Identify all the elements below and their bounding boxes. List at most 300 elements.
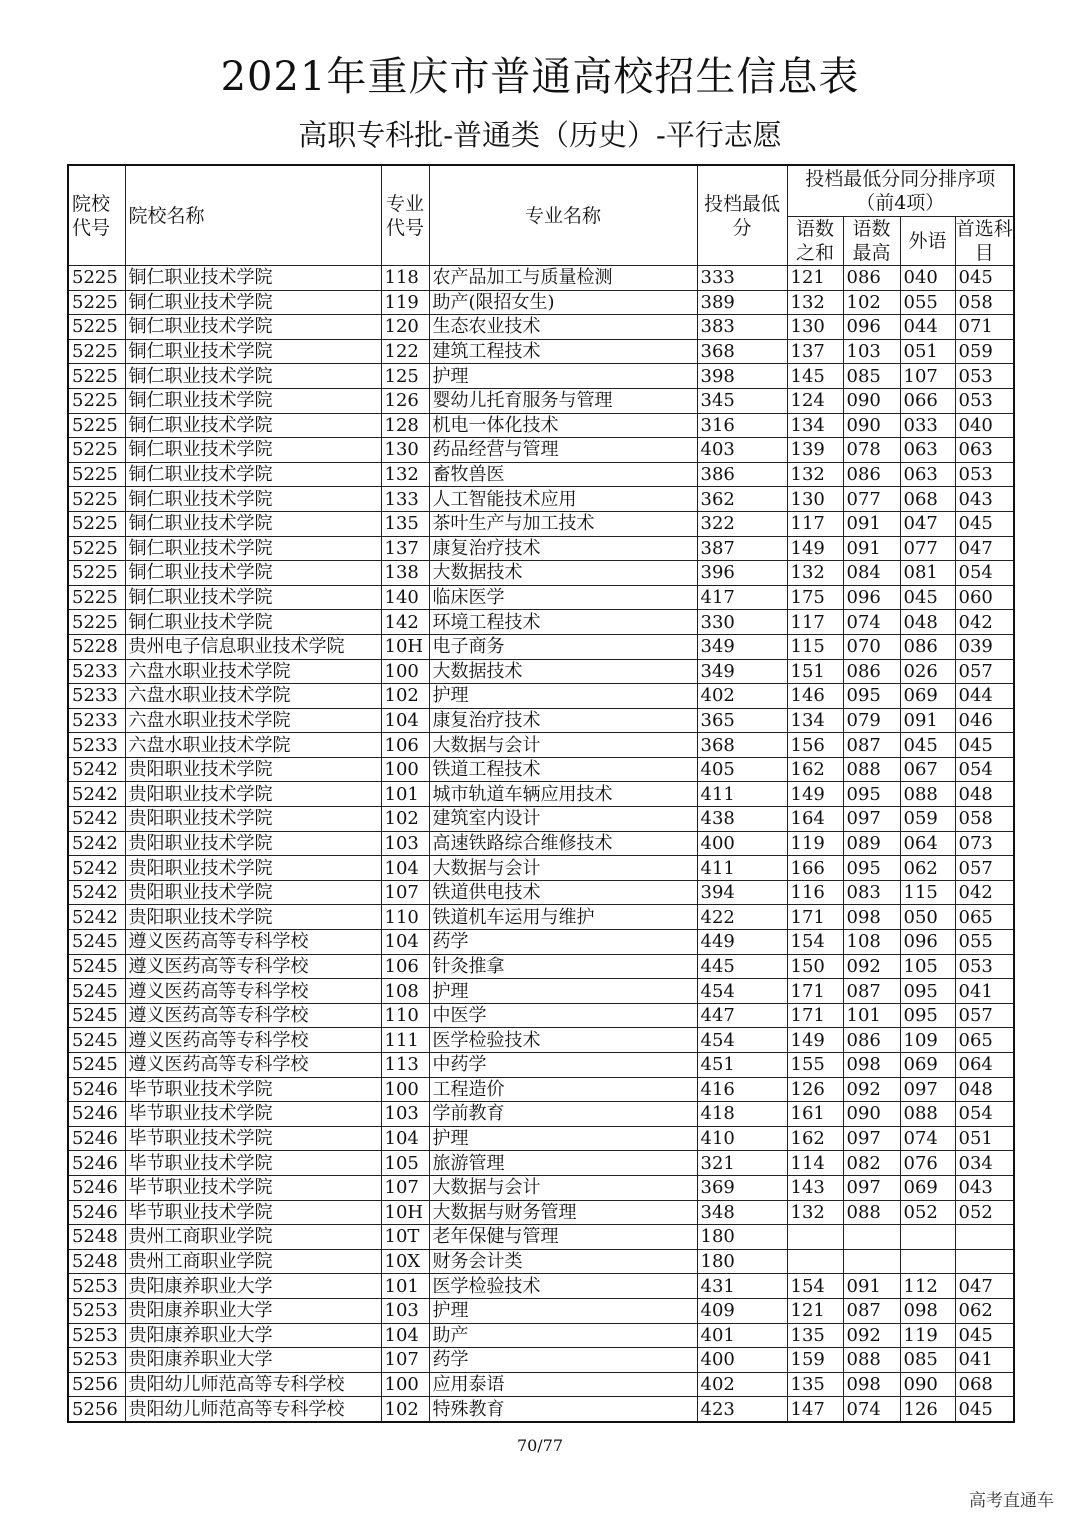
cell-chinese-math-sum: 114 — [787, 1151, 843, 1176]
cell-school-name: 铜仁职业技术学院 — [125, 536, 381, 561]
table-row — [68, 1200, 1014, 1225]
cell-major-code: 104 — [381, 708, 429, 733]
cell-chinese-math-max: 087 — [843, 733, 900, 758]
cell-major-code: 10H — [381, 1200, 429, 1225]
cell-major-name: 康复治疗技术 — [429, 708, 697, 733]
cell-school-name: 毕节职业技术学院 — [125, 1102, 381, 1127]
table-row — [68, 782, 1014, 807]
cell-major-name: 护理 — [429, 364, 697, 389]
cell-major-name: 旅游管理 — [429, 1151, 697, 1176]
cell-min-score: 333 — [697, 266, 787, 291]
cell-foreign-lang: 040 — [900, 266, 955, 291]
cell-chinese-math-sum: 139 — [787, 438, 843, 463]
cell-chinese-math-sum: 126 — [787, 1077, 843, 1102]
cell-min-score: 389 — [697, 290, 787, 315]
cell-min-score: 422 — [697, 905, 787, 930]
cell-first-subject: 054 — [955, 561, 1014, 586]
cell-min-score: 405 — [697, 757, 787, 782]
cell-school-code: 5246 — [68, 1077, 125, 1102]
cell-chinese-math-max: 078 — [843, 438, 900, 463]
cell-first-subject: 045 — [955, 266, 1014, 291]
table-row — [68, 930, 1014, 955]
cell-school-code: 5245 — [68, 930, 125, 955]
cell-major-code: 101 — [381, 1274, 429, 1299]
cell-chinese-math-max: 089 — [843, 831, 900, 856]
cell-major-code: 119 — [381, 290, 429, 315]
cell-chinese-math-max: 084 — [843, 561, 900, 586]
cell-major-name: 学前教育 — [429, 1102, 697, 1127]
cell-chinese-math-max: 103 — [843, 339, 900, 364]
cell-first-subject: 053 — [955, 388, 1014, 413]
cell-chinese-math-max: 091 — [843, 511, 900, 536]
cell-school-name: 贵阳职业技术学院 — [125, 880, 381, 905]
header-major-code: 专业代号 — [381, 165, 429, 266]
cell-foreign-lang — [900, 1249, 955, 1274]
cell-chinese-math-sum: 146 — [787, 684, 843, 709]
cell-major-code: 107 — [381, 1348, 429, 1373]
cell-school-name: 贵阳职业技术学院 — [125, 831, 381, 856]
cell-major-name: 茶叶生产与加工技术 — [429, 511, 697, 536]
cell-first-subject: 047 — [955, 1274, 1014, 1299]
cell-foreign-lang: 096 — [900, 930, 955, 955]
cell-major-code: 105 — [381, 1151, 429, 1176]
table-row — [68, 880, 1014, 905]
cell-major-code: 104 — [381, 1126, 429, 1151]
cell-school-name: 毕节职业技术学院 — [125, 1175, 381, 1200]
cell-major-name: 铁道工程技术 — [429, 757, 697, 782]
cell-chinese-math-sum: 132 — [787, 290, 843, 315]
cell-first-subject: 062 — [955, 1298, 1014, 1323]
table-row — [68, 1151, 1014, 1176]
cell-first-subject: 044 — [955, 684, 1014, 709]
cell-chinese-math-max: 091 — [843, 536, 900, 561]
cell-min-score: 418 — [697, 1102, 787, 1127]
cell-school-code: 5225 — [68, 462, 125, 487]
cell-chinese-math-sum: 143 — [787, 1175, 843, 1200]
cell-foreign-lang: 119 — [900, 1323, 955, 1348]
cell-major-code: 135 — [381, 511, 429, 536]
cell-foreign-lang: 026 — [900, 659, 955, 684]
cell-school-code: 5225 — [68, 610, 125, 635]
table-row — [68, 339, 1014, 364]
cell-school-code: 5225 — [68, 511, 125, 536]
cell-min-score: 451 — [697, 1053, 787, 1078]
cell-major-code: 104 — [381, 856, 429, 881]
table-row — [68, 634, 1014, 659]
cell-school-code: 5225 — [68, 266, 125, 291]
header-major-name: 专业名称 — [429, 165, 697, 266]
cell-foreign-lang: 115 — [900, 880, 955, 905]
cell-major-code: 130 — [381, 438, 429, 463]
cell-school-name: 六盘水职业技术学院 — [125, 733, 381, 758]
cell-first-subject: 073 — [955, 831, 1014, 856]
cell-chinese-math-sum: 124 — [787, 388, 843, 413]
cell-min-score: 368 — [697, 733, 787, 758]
cell-first-subject: 046 — [955, 708, 1014, 733]
table-row — [68, 462, 1014, 487]
page-title: 2021年重庆市普通高校招生信息表 — [220, 54, 860, 100]
cell-school-code: 5225 — [68, 364, 125, 389]
cell-major-code: 10H — [381, 634, 429, 659]
cell-chinese-math-sum: 151 — [787, 659, 843, 684]
cell-min-score: 400 — [697, 831, 787, 856]
cell-school-code: 5225 — [68, 315, 125, 340]
cell-min-score: 349 — [697, 634, 787, 659]
cell-major-name: 药学 — [429, 930, 697, 955]
cell-first-subject: 043 — [955, 1175, 1014, 1200]
cell-first-subject: 060 — [955, 585, 1014, 610]
cell-major-name: 机电一体化技术 — [429, 413, 697, 438]
cell-school-code: 5248 — [68, 1225, 125, 1250]
cell-school-name: 毕节职业技术学院 — [125, 1200, 381, 1225]
cell-foreign-lang: 044 — [900, 315, 955, 340]
cell-school-code: 5242 — [68, 807, 125, 832]
cell-major-code: 104 — [381, 1323, 429, 1348]
page-subtitle: 高职专科批-普通类（历史）-平行志愿 — [298, 118, 782, 152]
cell-foreign-lang: 085 — [900, 1348, 955, 1373]
cell-school-code: 5245 — [68, 954, 125, 979]
cell-first-subject: 053 — [955, 462, 1014, 487]
cell-school-code: 5225 — [68, 536, 125, 561]
cell-school-name: 铜仁职业技术学院 — [125, 388, 381, 413]
cell-first-subject: 064 — [955, 1053, 1014, 1078]
cell-school-name: 毕节职业技术学院 — [125, 1126, 381, 1151]
cell-foreign-lang: 095 — [900, 1003, 955, 1028]
table-row — [68, 1274, 1014, 1299]
cell-foreign-lang: 068 — [900, 487, 955, 512]
cell-school-name: 铜仁职业技术学院 — [125, 610, 381, 635]
cell-first-subject — [955, 1225, 1014, 1250]
cell-major-name: 环境工程技术 — [429, 610, 697, 635]
cell-first-subject: 068 — [955, 1372, 1014, 1397]
cell-chinese-math-max: 102 — [843, 290, 900, 315]
cell-foreign-lang: 126 — [900, 1397, 955, 1422]
cell-school-code: 5253 — [68, 1274, 125, 1299]
cell-major-code: 103 — [381, 831, 429, 856]
cell-chinese-math-sum: 135 — [787, 1323, 843, 1348]
cell-first-subject: 045 — [955, 1397, 1014, 1422]
cell-school-name: 铜仁职业技术学院 — [125, 487, 381, 512]
cell-chinese-math-max: 092 — [843, 954, 900, 979]
cell-min-score: 365 — [697, 708, 787, 733]
cell-major-code: 102 — [381, 1397, 429, 1422]
cell-school-code: 5233 — [68, 733, 125, 758]
cell-foreign-lang: 105 — [900, 954, 955, 979]
cell-first-subject: 059 — [955, 339, 1014, 364]
cell-school-name: 贵阳康养职业大学 — [125, 1274, 381, 1299]
cell-first-subject: 071 — [955, 315, 1014, 340]
table-row — [68, 905, 1014, 930]
cell-chinese-math-sum: 132 — [787, 561, 843, 586]
table-row — [68, 1298, 1014, 1323]
cell-first-subject: 045 — [955, 511, 1014, 536]
cell-foreign-lang: 051 — [900, 339, 955, 364]
table-row — [68, 856, 1014, 881]
cell-school-name: 遵义医药高等专科学校 — [125, 1053, 381, 1078]
cell-major-code: 100 — [381, 757, 429, 782]
cell-foreign-lang: 088 — [900, 1102, 955, 1127]
cell-first-subject: 057 — [955, 856, 1014, 881]
cell-major-code: 103 — [381, 1298, 429, 1323]
cell-min-score: 321 — [697, 1151, 787, 1176]
cell-chinese-math-max: 091 — [843, 1274, 900, 1299]
cell-chinese-math-sum: 166 — [787, 856, 843, 881]
cell-school-code: 5242 — [68, 856, 125, 881]
cell-chinese-math-max: 088 — [843, 1348, 900, 1373]
cell-first-subject — [955, 1249, 1014, 1274]
cell-major-code: 107 — [381, 880, 429, 905]
table-row — [68, 1028, 1014, 1053]
cell-major-name: 护理 — [429, 1298, 697, 1323]
table-row — [68, 1249, 1014, 1274]
cell-first-subject: 048 — [955, 782, 1014, 807]
cell-min-score: 368 — [697, 339, 787, 364]
cell-major-name: 大数据技术 — [429, 659, 697, 684]
cell-chinese-math-max: 087 — [843, 1298, 900, 1323]
cell-major-name: 大数据技术 — [429, 561, 697, 586]
cell-foreign-lang: 112 — [900, 1274, 955, 1299]
cell-major-code: 142 — [381, 610, 429, 635]
cell-chinese-math-max: 098 — [843, 1372, 900, 1397]
cell-chinese-math-sum: 119 — [787, 831, 843, 856]
table-row — [68, 659, 1014, 684]
cell-school-code: 5242 — [68, 757, 125, 782]
table-row — [68, 315, 1014, 340]
cell-major-code: 102 — [381, 684, 429, 709]
cell-chinese-math-max: 074 — [843, 610, 900, 635]
cell-chinese-math-max — [843, 1225, 900, 1250]
cell-chinese-math-max: 070 — [843, 634, 900, 659]
cell-first-subject: 065 — [955, 905, 1014, 930]
cell-min-score: 387 — [697, 536, 787, 561]
cell-chinese-math-sum: 134 — [787, 708, 843, 733]
cell-school-name: 遵义医药高等专科学校 — [125, 1003, 381, 1028]
cell-min-score: 394 — [697, 880, 787, 905]
cell-foreign-lang: 052 — [900, 1200, 955, 1225]
cell-first-subject: 048 — [955, 1077, 1014, 1102]
cell-chinese-math-sum — [787, 1225, 843, 1250]
cell-school-code: 5256 — [68, 1372, 125, 1397]
cell-school-name: 毕节职业技术学院 — [125, 1151, 381, 1176]
cell-chinese-math-sum: 149 — [787, 1028, 843, 1053]
cell-chinese-math-max: 077 — [843, 487, 900, 512]
cell-school-name: 铜仁职业技术学院 — [125, 438, 381, 463]
cell-min-score: 431 — [697, 1274, 787, 1299]
cell-major-name: 铁道机车运用与维护 — [429, 905, 697, 930]
cell-chinese-math-max: 095 — [843, 782, 900, 807]
cell-min-score: 417 — [697, 585, 787, 610]
header-chinese-math-sum: 语数之和 — [787, 217, 843, 266]
cell-major-name: 财务会计类 — [429, 1249, 697, 1274]
cell-min-score: 438 — [697, 807, 787, 832]
table-row — [68, 708, 1014, 733]
cell-school-name: 贵阳康养职业大学 — [125, 1323, 381, 1348]
cell-school-name: 贵阳职业技术学院 — [125, 782, 381, 807]
table-row — [68, 438, 1014, 463]
table-row — [68, 585, 1014, 610]
cell-chinese-math-sum: 117 — [787, 511, 843, 536]
cell-school-code: 5253 — [68, 1298, 125, 1323]
cell-chinese-math-sum: 130 — [787, 315, 843, 340]
cell-first-subject: 065 — [955, 1028, 1014, 1053]
cell-chinese-math-max: 086 — [843, 659, 900, 684]
cell-chinese-math-sum: 130 — [787, 487, 843, 512]
cell-min-score: 403 — [697, 438, 787, 463]
cell-chinese-math-max: 083 — [843, 880, 900, 905]
table-row — [68, 413, 1014, 438]
cell-major-code: 111 — [381, 1028, 429, 1053]
table-row — [68, 1077, 1014, 1102]
cell-major-name: 大数据与会计 — [429, 856, 697, 881]
cell-major-name: 特殊教育 — [429, 1397, 697, 1422]
header-first-subject: 首选科目 — [955, 218, 1013, 264]
cell-major-code: 120 — [381, 315, 429, 340]
cell-chinese-math-sum: 155 — [787, 1053, 843, 1078]
cell-min-score: 449 — [697, 930, 787, 955]
cell-first-subject: 042 — [955, 610, 1014, 635]
cell-foreign-lang: 050 — [900, 905, 955, 930]
table-row — [68, 487, 1014, 512]
cell-major-name: 护理 — [429, 979, 697, 1004]
cell-major-name: 老年保健与管理 — [429, 1225, 697, 1250]
cell-major-code: 132 — [381, 462, 429, 487]
cell-min-score: 411 — [697, 856, 787, 881]
cell-school-name: 遵义医药高等专科学校 — [125, 954, 381, 979]
cell-school-code: 5246 — [68, 1126, 125, 1151]
cell-chinese-math-max: 096 — [843, 315, 900, 340]
cell-foreign-lang: 097 — [900, 1077, 955, 1102]
cell-school-name: 铜仁职业技术学院 — [125, 413, 381, 438]
cell-chinese-math-sum: 149 — [787, 782, 843, 807]
cell-min-score: 400 — [697, 1348, 787, 1373]
table-row — [68, 1126, 1014, 1151]
cell-major-code: 100 — [381, 659, 429, 684]
cell-chinese-math-sum: 156 — [787, 733, 843, 758]
cell-chinese-math-max: 092 — [843, 1077, 900, 1102]
cell-first-subject: 053 — [955, 364, 1014, 389]
cell-major-name: 城市轨道车辆应用技术 — [429, 782, 697, 807]
cell-min-score: 402 — [697, 684, 787, 709]
cell-school-code: 5246 — [68, 1200, 125, 1225]
cell-foreign-lang: 107 — [900, 364, 955, 389]
cell-min-score: 445 — [697, 954, 787, 979]
cell-min-score: 369 — [697, 1175, 787, 1200]
cell-school-name: 铜仁职业技术学院 — [125, 511, 381, 536]
cell-major-name: 药品经营与管理 — [429, 438, 697, 463]
table-row — [68, 536, 1014, 561]
cell-foreign-lang: 090 — [900, 1372, 955, 1397]
cell-first-subject: 034 — [955, 1151, 1014, 1176]
table-row — [68, 1225, 1014, 1250]
table-body — [68, 266, 1014, 1422]
cell-chinese-math-max: 095 — [843, 856, 900, 881]
cell-min-score: 454 — [697, 979, 787, 1004]
cell-chinese-math-sum: 171 — [787, 1003, 843, 1028]
cell-major-code: 126 — [381, 388, 429, 413]
cell-min-score: 402 — [697, 1372, 787, 1397]
cell-chinese-math-sum: 154 — [787, 1274, 843, 1299]
cell-foreign-lang: 055 — [900, 290, 955, 315]
cell-chinese-math-max: 096 — [843, 585, 900, 610]
cell-first-subject: 041 — [955, 1348, 1014, 1373]
cell-major-code: 104 — [381, 930, 429, 955]
cell-major-name: 医学检验技术 — [429, 1274, 697, 1299]
table-row — [68, 511, 1014, 536]
table-row — [68, 684, 1014, 709]
page-number: 70/77 — [516, 1436, 564, 1455]
cell-chinese-math-max: 086 — [843, 462, 900, 487]
cell-chinese-math-max: 079 — [843, 708, 900, 733]
cell-foreign-lang: 033 — [900, 413, 955, 438]
cell-chinese-math-sum: 117 — [787, 610, 843, 635]
cell-major-name: 护理 — [429, 1126, 697, 1151]
cell-chinese-math-sum: 121 — [787, 1298, 843, 1323]
table-row — [68, 1003, 1014, 1028]
table-row — [68, 1053, 1014, 1078]
cell-school-name: 贵州电子信息职业技术学院 — [125, 634, 381, 659]
cell-min-score: 411 — [697, 782, 787, 807]
cell-school-code: 5242 — [68, 905, 125, 930]
cell-foreign-lang: 047 — [900, 511, 955, 536]
cell-chinese-math-sum: 159 — [787, 1348, 843, 1373]
header-min-score: 投档最低分 — [697, 165, 787, 266]
cell-foreign-lang: 063 — [900, 438, 955, 463]
cell-major-code: 137 — [381, 536, 429, 561]
cell-foreign-lang: 064 — [900, 831, 955, 856]
header-school-name: 院校名称 — [125, 165, 381, 266]
cell-first-subject: 055 — [955, 930, 1014, 955]
table-row — [68, 388, 1014, 413]
cell-foreign-lang: 045 — [900, 585, 955, 610]
cell-major-code: 110 — [381, 1003, 429, 1028]
cell-chinese-math-max: 088 — [843, 1200, 900, 1225]
cell-major-name: 药学 — [429, 1348, 697, 1373]
cell-foreign-lang: 069 — [900, 1053, 955, 1078]
cell-school-code: 5225 — [68, 561, 125, 586]
cell-school-name: 铜仁职业技术学院 — [125, 585, 381, 610]
cell-first-subject: 047 — [955, 536, 1014, 561]
cell-school-name: 六盘水职业技术学院 — [125, 684, 381, 709]
cell-major-code: 133 — [381, 487, 429, 512]
cell-chinese-math-max: 098 — [843, 1053, 900, 1078]
cell-major-name: 大数据与财务管理 — [429, 1200, 697, 1225]
cell-school-name: 贵州工商职业学院 — [125, 1249, 381, 1274]
cell-major-name: 医学检验技术 — [429, 1028, 697, 1053]
cell-chinese-math-sum: 162 — [787, 757, 843, 782]
cell-school-name: 铜仁职业技术学院 — [125, 290, 381, 315]
cell-chinese-math-sum: 134 — [787, 413, 843, 438]
cell-chinese-math-sum: 154 — [787, 930, 843, 955]
cell-first-subject: 039 — [955, 634, 1014, 659]
cell-major-code: 107 — [381, 1175, 429, 1200]
cell-foreign-lang: 066 — [900, 388, 955, 413]
cell-chinese-math-max: 087 — [843, 979, 900, 1004]
cell-chinese-math-sum: 164 — [787, 807, 843, 832]
cell-school-name: 铜仁职业技术学院 — [125, 561, 381, 586]
cell-foreign-lang: 109 — [900, 1028, 955, 1053]
cell-school-code: 5242 — [68, 831, 125, 856]
cell-first-subject: 041 — [955, 979, 1014, 1004]
table-row — [68, 1372, 1014, 1397]
cell-chinese-math-max: 082 — [843, 1151, 900, 1176]
cell-school-name: 六盘水职业技术学院 — [125, 708, 381, 733]
table-row — [68, 1397, 1014, 1422]
table-row — [68, 831, 1014, 856]
cell-major-name: 大数据与会计 — [429, 733, 697, 758]
cell-school-name: 铜仁职业技术学院 — [125, 462, 381, 487]
cell-major-code: 100 — [381, 1077, 429, 1102]
cell-chinese-math-sum: 132 — [787, 1200, 843, 1225]
